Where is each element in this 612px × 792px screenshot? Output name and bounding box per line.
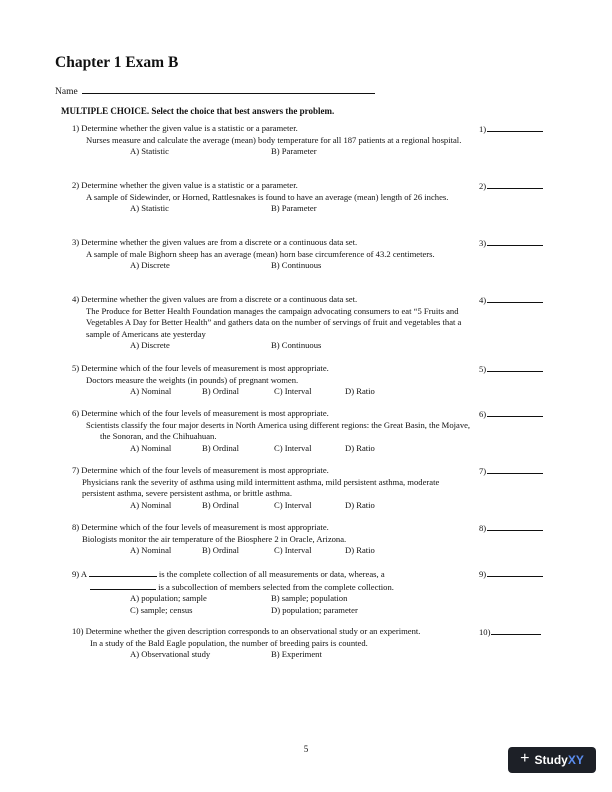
answer-blank-3[interactable] (479, 237, 543, 248)
choice-a[interactable]: A) Statistic (130, 146, 169, 157)
choice-d[interactable]: D) Ratio (345, 386, 375, 397)
answer-choices (130, 500, 472, 512)
choice-a[interactable]: A) Nominal (130, 386, 172, 397)
question-text: A sample of male Bighorn sheep has an average (mean) horn base circumference of 43.2 centimeters. (86, 248, 435, 259)
question-prompt: 3) Determine whether the given values are from a discrete or a continuous data set. (72, 237, 358, 247)
answer-blank-8[interactable] (479, 522, 543, 533)
prompt-middle: is the complete collection of all measurements or data, whereas, a (158, 569, 385, 579)
prompt-start: 9) A (72, 569, 87, 579)
question-prompt: 7) Determine which of the four levels of measurement is most appropriate. (72, 465, 329, 475)
answer-choices (130, 203, 472, 215)
question-9 (72, 568, 472, 616)
choice-c[interactable]: C) Interval (274, 386, 312, 397)
answer-label: 9) (479, 569, 487, 579)
answer-choices (130, 649, 472, 661)
question-1 (72, 123, 472, 158)
choice-c[interactable]: C) Interval (274, 442, 312, 453)
choice-b[interactable]: B) Parameter (271, 146, 317, 157)
answer-label: 2) (479, 181, 487, 191)
choice-b[interactable]: B) Ordinal (202, 442, 239, 453)
answer-blank-7[interactable] (479, 465, 543, 476)
question-prompt: 1) Determine whether the given value is a statistic or a parameter. (72, 123, 298, 133)
choice-a[interactable]: A) Discrete (130, 340, 170, 351)
choice-d[interactable]: D) Ratio (345, 499, 375, 510)
question-prompt: 6) Determine which of the four levels of measurement is most appropriate. (72, 408, 329, 418)
question-prompt: 5) Determine which of the four levels of measurement is most appropriate. (72, 363, 329, 373)
question-prompt: 2) Determine whether the given value is a statistic or a parameter. (72, 180, 298, 190)
answer-label: 10) (479, 627, 491, 637)
choice-d[interactable]: D) population; parameter (271, 604, 358, 615)
question-prompt: 10) Determine whether the given description corresponds to an observational study or an experiment. (72, 626, 421, 636)
question-prompt (72, 568, 472, 581)
choice-d[interactable]: D) Ratio (345, 545, 375, 556)
name-label: Name (55, 87, 78, 97)
answer-choices (130, 146, 472, 158)
question-text: A sample of Sidewinder, or Horned, Rattlesnakes is found to have an average (mean) length of 26 inches. (86, 191, 449, 202)
choice-b[interactable]: B) sample; population (271, 593, 348, 604)
question-4 (72, 294, 472, 352)
answer-label: 3) (479, 238, 487, 248)
question-prompt: 8) Determine which of the four levels of measurement is most appropriate. (72, 522, 329, 532)
choice-d[interactable]: D) Ratio (345, 442, 375, 453)
answer-blank-1[interactable] (479, 123, 543, 134)
choice-a[interactable]: A) population; sample (130, 593, 207, 604)
brand-name: StudyXY (534, 753, 584, 767)
prompt-end: is a subcollection of members selected from the complete collection. (158, 581, 394, 592)
answer-choices (130, 443, 472, 455)
question-text: In a study of the Bald Eagle population, the number of breeding pairs is counted. (90, 637, 368, 648)
answer-blank-5[interactable] (479, 363, 543, 374)
question-prompt-cont (72, 581, 472, 594)
choice-b[interactable]: B) Experiment (271, 649, 322, 660)
choice-a[interactable]: A) Observational study (130, 649, 211, 660)
answer-choices (130, 260, 472, 272)
question-prompt: 4) Determine whether the given values are from a discrete or a continuous data set. (72, 294, 358, 304)
question-text: Biologists monitor the air temperature of the Biosphere 2 in Oracle, Arizona. (82, 533, 347, 544)
answer-label: 1) (479, 124, 487, 134)
question-7 (72, 465, 472, 511)
question-6 (72, 408, 472, 454)
choice-b[interactable]: B) Ordinal (202, 386, 239, 397)
answer-blank-9[interactable] (479, 568, 543, 579)
page-number: 5 (303, 744, 309, 754)
question-2 (72, 180, 472, 215)
answer-blank-4[interactable] (479, 294, 543, 305)
question-text: Scientists classify the four major deserts in North America using different regions: the Great Basin, the Mojave, the Sonoran, and the Chihuahuan. (86, 419, 471, 442)
fill-blank-1[interactable] (89, 568, 157, 577)
choice-b[interactable]: B) Continuous (271, 340, 322, 351)
answer-label: 8) (479, 523, 487, 533)
choice-a[interactable]: A) Nominal (130, 499, 172, 510)
answer-choices (130, 340, 472, 352)
choice-c[interactable]: C) sample; census (130, 604, 193, 615)
studyxy-badge[interactable] (508, 747, 596, 773)
question-text: The Produce for Better Health Foundation manages the campaign advocating consumers to eat “5 Fruits and Vegetables A Day for Better Health” and gathers data on the number of servings of fruit and vegetables that a sample of Americans ate yesterday (86, 305, 462, 339)
question-text: Physicians rank the severity of asthma using mild intermittent asthma, mild persistent asthma, moderate persistent asthma, severe persistent asthma, or brittle asthma. (82, 476, 440, 499)
choice-a[interactable]: A) Nominal (130, 545, 172, 556)
choice-c[interactable]: C) Interval (274, 545, 312, 556)
choice-a[interactable]: A) Nominal (130, 442, 172, 453)
answer-label: 5) (479, 364, 487, 374)
question-text: Doctors measure the weights (in pounds) of pregnant women. (86, 374, 299, 385)
answer-label: 4) (479, 295, 487, 305)
question-text: Nurses measure and calculate the average (mean) body temperature for all 187 patients at a regional hospital. (86, 134, 462, 145)
question-5 (72, 363, 472, 398)
choice-c[interactable]: C) Interval (274, 499, 312, 510)
choice-b[interactable]: B) Ordinal (202, 499, 239, 510)
name-input-line[interactable] (82, 84, 375, 94)
answer-label: 6) (479, 409, 487, 419)
answer-label: 7) (479, 466, 487, 476)
choice-b[interactable]: B) Parameter (271, 203, 317, 214)
answer-blank-2[interactable] (479, 180, 543, 191)
choice-a[interactable]: A) Discrete (130, 260, 170, 271)
question-8 (72, 522, 472, 557)
plus-icon: + (520, 750, 530, 767)
section-heading: MULTIPLE CHOICE. Select the choice that best answers the problem. (61, 106, 335, 116)
answer-blank-10[interactable] (479, 626, 541, 637)
fill-blank-2[interactable] (90, 581, 156, 590)
choice-a[interactable]: A) Statistic (130, 203, 169, 214)
answer-blank-6[interactable] (479, 408, 543, 419)
answer-choices (130, 545, 472, 557)
answer-choices (130, 386, 472, 398)
page-title: Chapter 1 Exam B (55, 54, 179, 71)
choice-b[interactable]: B) Continuous (271, 260, 322, 271)
name-row (55, 84, 375, 97)
answer-choices (130, 593, 472, 616)
question-10 (72, 626, 472, 661)
question-3 (72, 237, 472, 272)
choice-b[interactable]: B) Ordinal (202, 545, 239, 556)
